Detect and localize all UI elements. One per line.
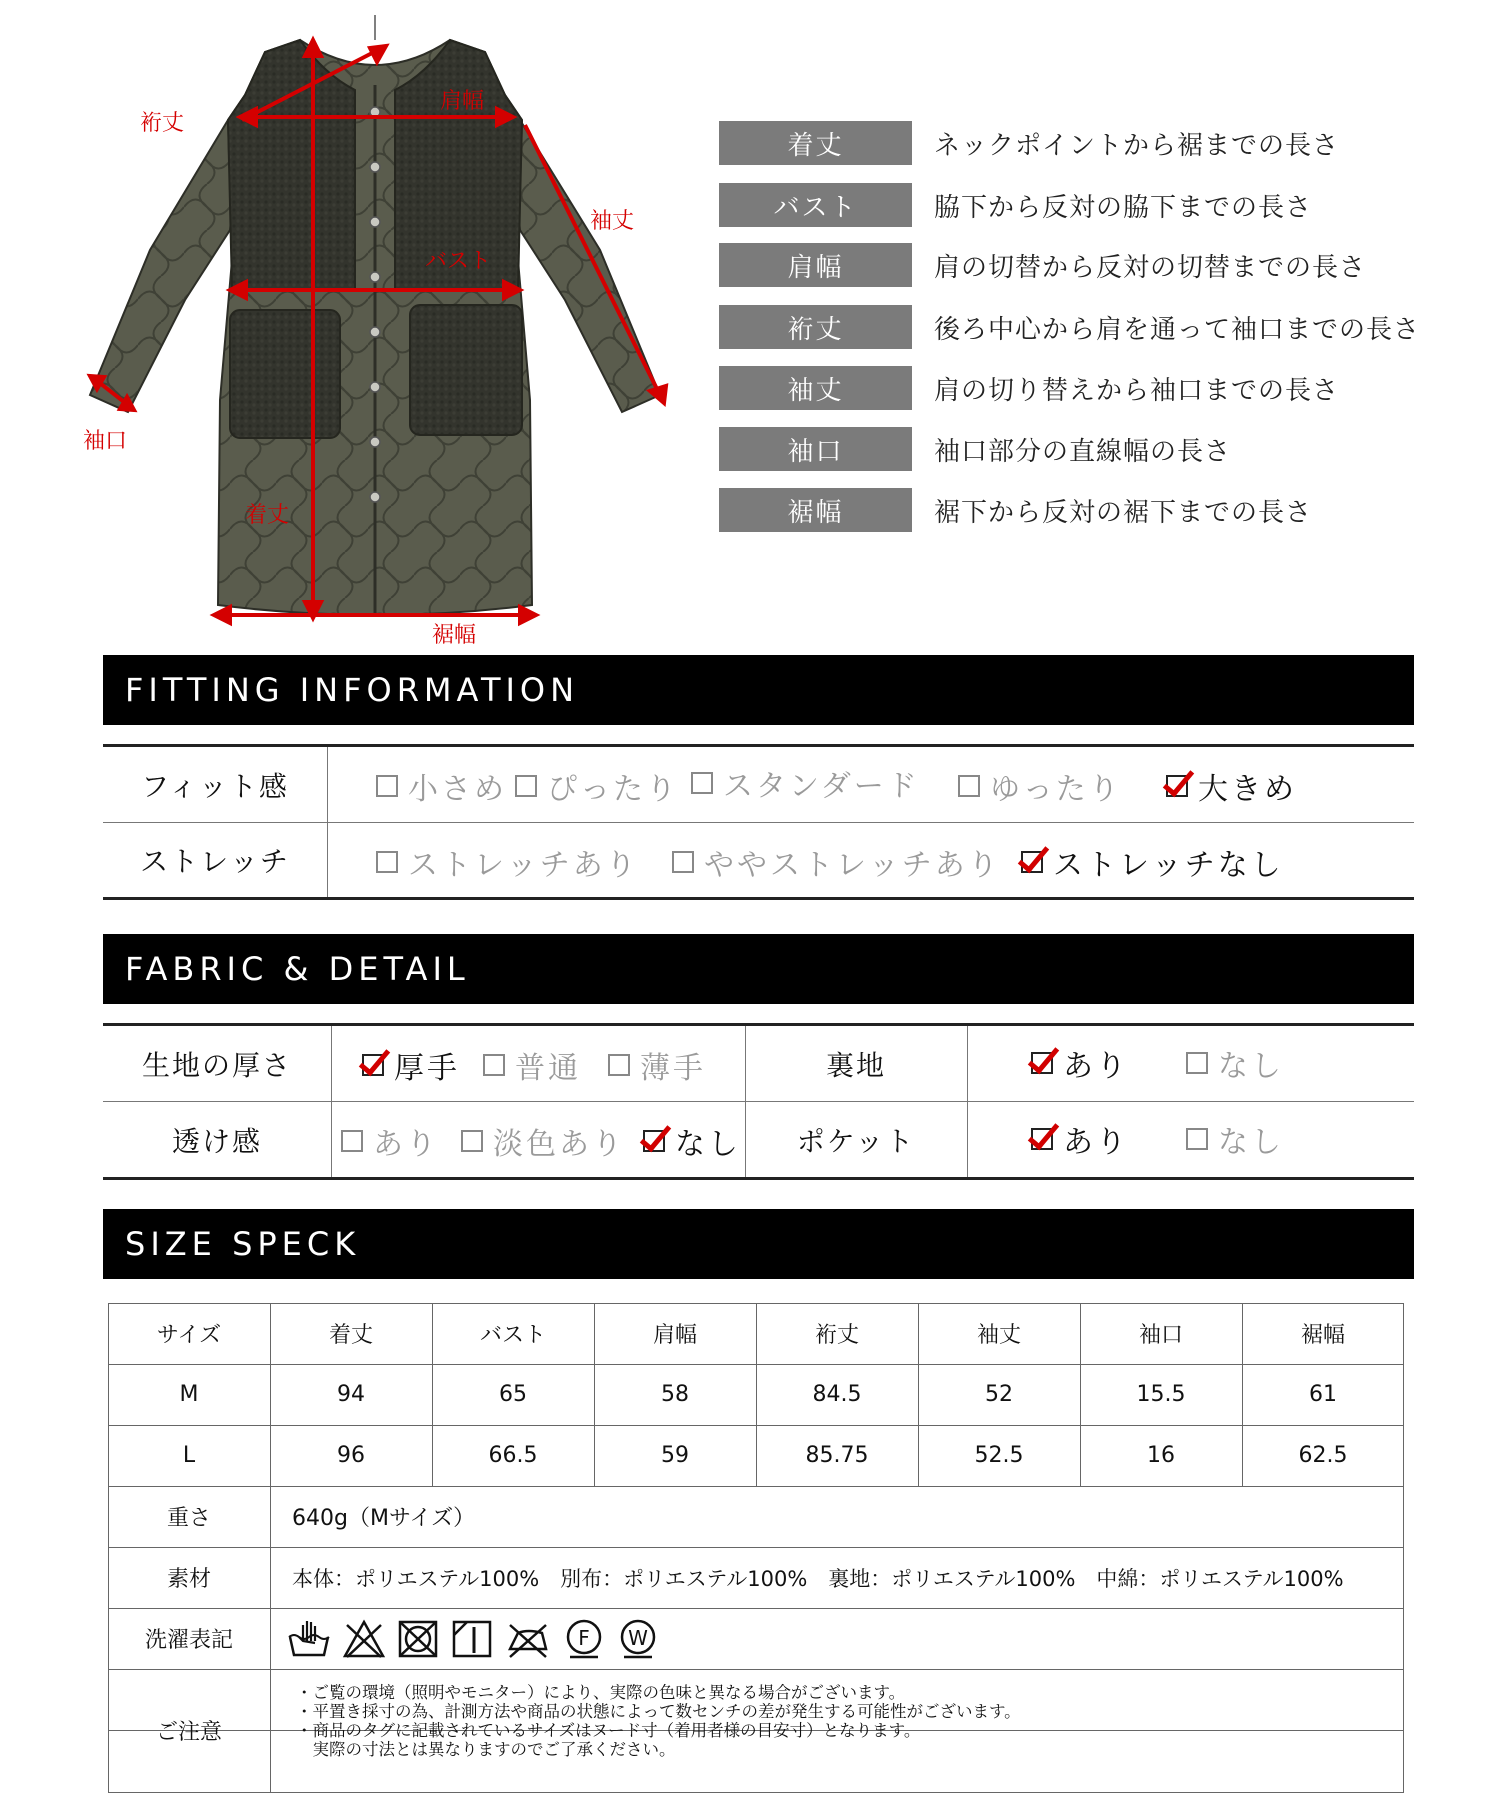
weight-value: 640g（Mサイズ） (292, 1506, 476, 1531)
checked-checkbox-icon (1031, 1128, 1053, 1150)
fabric-section-title: FABRIC & DETAIL (103, 934, 1414, 1004)
lining-label: 裏地 (825, 1048, 886, 1082)
checkbox-icon (461, 1130, 483, 1152)
legend-desc: 肩の切替から反対の切替までの長さ (934, 252, 1367, 283)
size-cell: L (182, 1443, 196, 1468)
note-line: 実際の寸法とは異なりますのでご了承ください。 (296, 1740, 676, 1759)
lining-option-no[interactable]: なし (1186, 1041, 1284, 1085)
svg-text:W: W (628, 1626, 648, 1650)
dry-clean-f-icon (562, 1617, 606, 1661)
legend-desc: 裾下から反対の裾下までの長さ (934, 497, 1313, 528)
care-icons (286, 1615, 660, 1663)
sheer-label: 透け感 (171, 1124, 262, 1158)
legend-tag: 裄丈 (719, 305, 912, 349)
no-iron-icon (504, 1617, 552, 1661)
label-bust: バスト (425, 249, 492, 274)
size-header: バスト (479, 1323, 546, 1348)
coat-sleeve-left (90, 95, 245, 412)
legend-tag: 袖口 (719, 427, 912, 471)
fabric-table (103, 1023, 1414, 1180)
thickness-label: 生地の厚さ (141, 1048, 292, 1082)
checkbox-icon (1186, 1052, 1208, 1074)
size-cell: 52.5 (974, 1443, 1024, 1468)
size-header: 裄丈 (814, 1323, 859, 1348)
checkbox-icon (608, 1054, 630, 1076)
fit-option-standard[interactable]: スタンダード (691, 761, 920, 805)
coat-sleeve-right (505, 95, 660, 412)
legend-tag: バスト (719, 183, 912, 227)
legend-row (719, 488, 1312, 532)
label-sodeguchi: 袖口 (83, 429, 128, 454)
thickness-option-thick[interactable]: 厚手 (362, 1043, 460, 1087)
no-bleach-icon (342, 1617, 386, 1661)
checkbox-icon (376, 775, 398, 797)
legend-row (719, 366, 1339, 410)
size-header: サイズ (156, 1323, 222, 1348)
legend-row (719, 305, 1420, 349)
fleece-yoke-left (228, 40, 355, 290)
weight-label: 重さ (166, 1506, 211, 1531)
label-kitake: 着丈 (245, 503, 290, 528)
size-cell: 85.75 (805, 1443, 869, 1468)
checkbox-icon (1186, 1128, 1208, 1150)
checkbox-icon (515, 775, 537, 797)
size-cell: 52 (985, 1382, 1013, 1407)
stretch-option-slight[interactable]: ややストレッチあり (672, 840, 1001, 884)
stretch-option-none[interactable]: ストレッチなし (1021, 840, 1284, 884)
fit-option-loose[interactable]: ゆったり (958, 764, 1122, 808)
size-header: 裾幅 (1300, 1323, 1345, 1348)
fit-option-just[interactable]: ぴったり (515, 764, 679, 808)
pocket-label: ポケット (796, 1124, 916, 1158)
notes-text (296, 1683, 1021, 1759)
label-susohaba: 裾幅 (432, 623, 477, 648)
checked-checkbox-icon (1021, 851, 1043, 873)
fitting-table (103, 744, 1414, 900)
size-cell: M (179, 1382, 199, 1407)
size-cell: 59 (661, 1443, 689, 1468)
checkbox-icon (672, 851, 694, 873)
checkbox-icon (483, 1054, 505, 1076)
size-cell: 84.5 (812, 1382, 862, 1407)
fit-label: フィット感 (141, 769, 289, 803)
checked-checkbox-icon (1166, 775, 1188, 797)
legend-tag: 着丈 (719, 121, 912, 165)
pocket-option-no[interactable]: なし (1186, 1117, 1284, 1161)
thickness-option-thin[interactable]: 薄手 (608, 1043, 706, 1087)
size-header: 袖丈 (976, 1323, 1021, 1348)
size-cell: 65 (499, 1382, 527, 1407)
size-cell: 94 (337, 1382, 365, 1407)
fleece-pocket-left (230, 310, 340, 438)
material-value: 本体：ポリエステル100% 別布：ポリエステル100% 裏地：ポリエステル100% 中綿：ポリエステル100% (292, 1566, 1344, 1591)
checked-checkbox-icon (643, 1130, 665, 1152)
size-cell: 62.5 (1298, 1443, 1348, 1468)
no-tumble-dry-icon (396, 1617, 440, 1661)
size-section-title: SIZE SPECK (103, 1209, 1414, 1279)
legend-row (719, 243, 1366, 287)
fitting-section-title: FITTING INFORMATION (103, 655, 1414, 725)
hand-wash-icon (286, 1617, 332, 1661)
coat-measurement-diagram (0, 0, 720, 650)
label-yukitake: 裄丈 (140, 111, 185, 136)
lining-option-yes[interactable]: あり (1031, 1041, 1129, 1085)
legend-desc: 肩の切り替えから袖口までの長さ (934, 375, 1340, 406)
thickness-option-normal[interactable]: 普通 (483, 1043, 581, 1087)
fit-option-small[interactable]: 小さめ (376, 764, 507, 808)
size-header: 袖口 (1138, 1323, 1183, 1348)
line-dry-shade-icon (450, 1617, 494, 1661)
legend-desc: 袖口部分の直線幅の長さ (934, 436, 1232, 467)
notes-label: ご注意 (155, 1720, 222, 1745)
note-line: ・商品のタグに記載されているサイズはヌード寸（着用者様の目安寸）となります。 (296, 1721, 921, 1740)
legend-row (719, 427, 1231, 471)
checked-checkbox-icon (1031, 1052, 1053, 1074)
checked-checkbox-icon (362, 1054, 384, 1076)
sheer-option-yes[interactable]: あり (341, 1119, 439, 1163)
size-cell: 16 (1147, 1443, 1175, 1468)
size-cell: 66.5 (488, 1443, 538, 1468)
note-line: ・平置き採寸の為、計測方法や商品の状態によって数センチの差が発生する可能性がございます。 (296, 1702, 1021, 1721)
legend-desc: 後ろ中心から肩を通って袖口までの長さ (934, 314, 1421, 345)
size-header: 着丈 (328, 1323, 373, 1348)
material-label: 素材 (166, 1567, 211, 1592)
sheer-option-none[interactable]: なし (643, 1119, 741, 1163)
legend-tag: 肩幅 (719, 243, 912, 287)
size-cell: 96 (337, 1443, 365, 1468)
wet-clean-w-icon (616, 1617, 660, 1661)
legend-row (719, 121, 1339, 165)
label-katahaba: 肩幅 (440, 89, 485, 114)
size-cell: 15.5 (1136, 1382, 1186, 1407)
legend-tag: 袖丈 (719, 366, 912, 410)
svg-text:F: F (578, 1626, 590, 1650)
size-cell: 58 (661, 1382, 689, 1407)
stretch-option-yes[interactable]: ストレッチあり (376, 840, 639, 884)
size-header: 肩幅 (652, 1323, 697, 1348)
stretch-label: ストレッチ (140, 845, 290, 878)
checkbox-icon (376, 851, 398, 873)
care-label: 洗濯表記 (144, 1628, 233, 1653)
fleece-pocket-right (410, 305, 522, 435)
sheer-option-light[interactable]: 淡色あり (461, 1119, 625, 1163)
legend-tag: 裾幅 (719, 488, 912, 532)
fit-option-large[interactable]: 大きめ (1166, 764, 1297, 808)
label-sodetake: 袖丈 (590, 209, 635, 234)
legend-row (719, 183, 1312, 227)
checkbox-icon (691, 772, 713, 794)
checkbox-icon (958, 775, 980, 797)
checkbox-icon (341, 1130, 363, 1152)
pocket-option-yes[interactable]: あり (1031, 1117, 1129, 1161)
legend-desc: ネックポイントから裾までの長さ (934, 130, 1340, 161)
size-cell: 61 (1309, 1382, 1337, 1407)
note-line: ・ご覧の環境（照明やモニター）により、実際の色味と異なる場合がございます。 (296, 1683, 906, 1702)
legend-desc: 脇下から反対の脇下までの長さ (934, 192, 1313, 223)
size-spec-table (108, 1303, 1404, 1793)
